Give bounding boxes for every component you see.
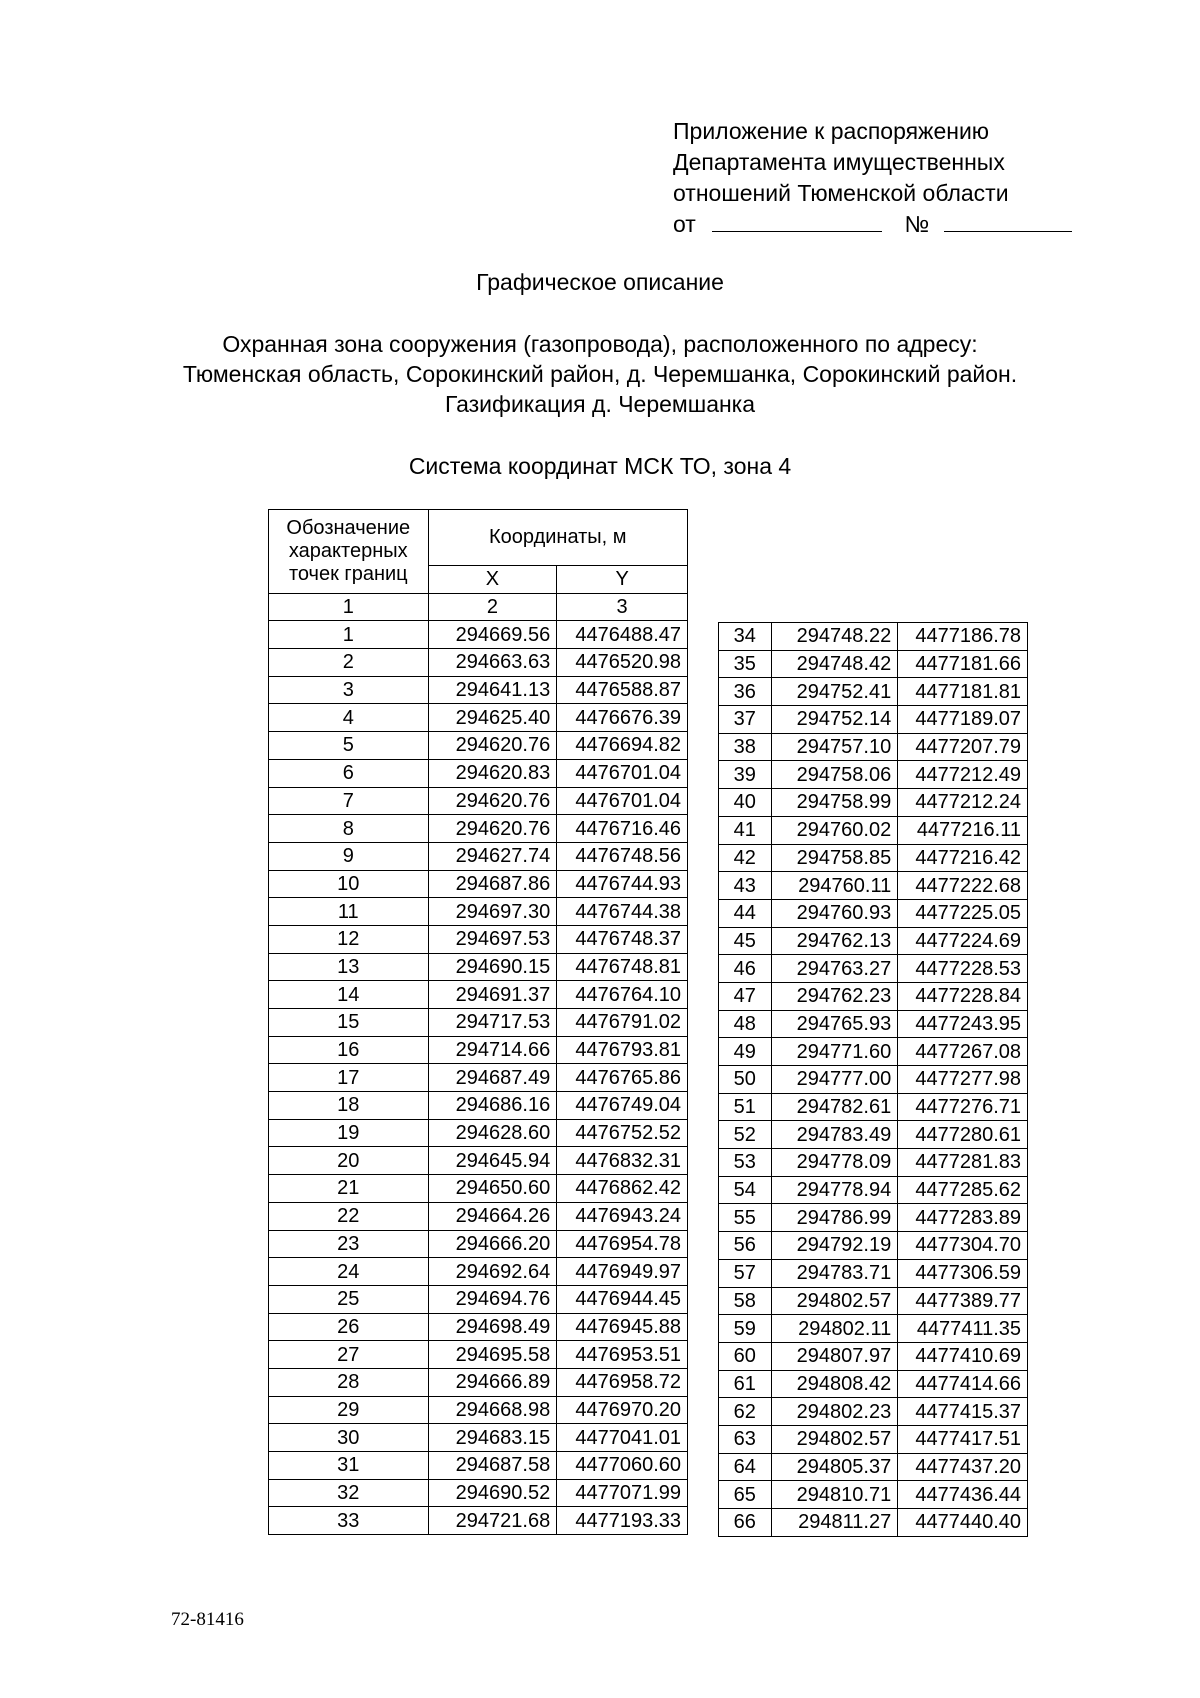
x-coordinate-cell: 294771.60 [771, 1038, 898, 1066]
point-number-cell: 16 [269, 1036, 429, 1064]
x-coordinate-cell: 294717.53 [428, 1009, 557, 1037]
table-row [269, 1452, 688, 1480]
point-number-cell: 23 [269, 1230, 429, 1258]
column-number: 1 [269, 593, 429, 621]
y-coordinate-cell: 4477411.35 [898, 1315, 1028, 1343]
x-coordinate-cell: 294786.99 [771, 1204, 898, 1232]
point-number-cell: 11 [269, 898, 429, 926]
point-number-cell: 50 [719, 1066, 772, 1094]
x-coordinate-cell: 294714.66 [428, 1036, 557, 1064]
header-y: Y [557, 566, 688, 594]
column-number-row [269, 593, 688, 621]
y-coordinate-cell: 4477277.98 [898, 1066, 1028, 1094]
table-row [269, 649, 688, 677]
header-row [269, 510, 688, 566]
y-coordinate-cell: 4476520.98 [557, 649, 688, 677]
point-number-cell: 38 [719, 733, 772, 761]
y-coordinate-cell: 4476752.52 [557, 1119, 688, 1147]
table-row [719, 1204, 1028, 1232]
point-number-cell: 37 [719, 706, 772, 734]
y-coordinate-cell: 4477216.11 [898, 816, 1028, 844]
x-coordinate-cell: 294694.76 [428, 1285, 557, 1313]
appendix-line-2: Департамента имущественных [673, 149, 1005, 175]
x-coordinate-cell: 294748.22 [771, 623, 898, 651]
table-row [719, 789, 1028, 817]
table-row [269, 676, 688, 704]
point-number-cell: 44 [719, 899, 772, 927]
table-row [269, 953, 688, 981]
point-number-cell: 10 [269, 870, 429, 898]
table-row [269, 1175, 688, 1203]
table-row [269, 1396, 688, 1424]
x-coordinate-cell: 294810.71 [771, 1481, 898, 1509]
x-coordinate-cell: 294625.40 [428, 704, 557, 732]
y-coordinate-cell: 4477224.69 [898, 927, 1028, 955]
x-coordinate-cell: 294691.37 [428, 981, 557, 1009]
y-coordinate-cell: 4477281.83 [898, 1149, 1028, 1177]
table-row [719, 1232, 1028, 1260]
point-number-cell: 48 [719, 1010, 772, 1038]
point-number-cell: 57 [719, 1259, 772, 1287]
point-number-cell: 15 [269, 1009, 429, 1037]
point-number-cell: 9 [269, 842, 429, 870]
table-row [719, 1481, 1028, 1509]
point-number-cell: 12 [269, 925, 429, 953]
table-row [269, 981, 688, 1009]
x-coordinate-cell: 294668.98 [428, 1396, 557, 1424]
x-coordinate-cell: 294620.83 [428, 759, 557, 787]
table-row [269, 1313, 688, 1341]
point-number-cell: 31 [269, 1452, 429, 1480]
y-coordinate-cell: 4477440.40 [898, 1509, 1028, 1537]
point-number-cell: 53 [719, 1149, 772, 1177]
y-coordinate-cell: 4476716.46 [557, 815, 688, 843]
y-coordinate-cell: 4476949.97 [557, 1258, 688, 1286]
x-coordinate-cell: 294762.13 [771, 927, 898, 955]
y-coordinate-cell: 4476676.39 [557, 704, 688, 732]
y-coordinate-cell: 4477267.08 [898, 1038, 1028, 1066]
y-coordinate-cell: 4476748.81 [557, 953, 688, 981]
table-row [269, 1368, 688, 1396]
date-prefix: от [673, 211, 696, 237]
x-coordinate-cell: 294760.93 [771, 899, 898, 927]
table-row [719, 1287, 1028, 1315]
table-row [719, 982, 1028, 1010]
coordinate-system-title: Система координат МСК ТО, зона 4 [408, 453, 792, 479]
table-row [269, 815, 688, 843]
point-number-cell: 61 [719, 1370, 772, 1398]
y-coordinate-cell: 4476832.31 [557, 1147, 688, 1175]
point-number-cell: 34 [719, 623, 772, 651]
x-coordinate-cell: 294645.94 [428, 1147, 557, 1175]
point-number-cell: 41 [719, 816, 772, 844]
table-row [269, 1341, 688, 1369]
y-coordinate-cell: 4477216.42 [898, 844, 1028, 872]
x-coordinate-cell: 294650.60 [428, 1175, 557, 1203]
y-coordinate-cell: 4476954.78 [557, 1230, 688, 1258]
number-blank [944, 211, 1072, 232]
y-coordinate-cell: 4477285.62 [898, 1176, 1028, 1204]
x-coordinate-cell: 294802.23 [771, 1398, 898, 1426]
table-row [719, 1149, 1028, 1177]
table-row [269, 842, 688, 870]
point-number-cell: 26 [269, 1313, 429, 1341]
table-row [269, 787, 688, 815]
table-row [719, 623, 1028, 651]
x-coordinate-cell: 294783.49 [771, 1121, 898, 1149]
point-number-cell: 56 [719, 1232, 772, 1260]
table-row [269, 1285, 688, 1313]
table-row [269, 1258, 688, 1286]
appendix-line-1: Приложение к распоряжению [673, 118, 990, 144]
point-number-cell: 22 [269, 1202, 429, 1230]
x-coordinate-cell: 294620.76 [428, 732, 557, 760]
column-number: 3 [557, 593, 688, 621]
point-number-cell: 47 [719, 982, 772, 1010]
x-coordinate-cell: 294807.97 [771, 1342, 898, 1370]
y-coordinate-cell: 4476944.45 [557, 1285, 688, 1313]
x-coordinate-cell: 294758.85 [771, 844, 898, 872]
x-coordinate-cell: 294760.11 [771, 872, 898, 900]
table-row [719, 1315, 1028, 1343]
subject-line-3: Газификация д. Черемшанка [444, 391, 756, 417]
point-number-cell: 55 [719, 1204, 772, 1232]
point-number-cell: 42 [719, 844, 772, 872]
point-number-cell: 46 [719, 955, 772, 983]
appendix-line-3: отношений Тюменской области [673, 180, 1009, 206]
x-coordinate-cell: 294641.13 [428, 676, 557, 704]
y-coordinate-cell: 4477280.61 [898, 1121, 1028, 1149]
x-coordinate-cell: 294669.56 [428, 621, 557, 649]
document-heading: Графическое описание [476, 269, 724, 295]
table-row [719, 1176, 1028, 1204]
y-coordinate-cell: 4476701.04 [557, 759, 688, 787]
point-number-cell: 30 [269, 1424, 429, 1452]
x-coordinate-cell: 294748.42 [771, 650, 898, 678]
x-coordinate-cell: 294778.94 [771, 1176, 898, 1204]
point-number-cell: 32 [269, 1479, 429, 1507]
date-blank [712, 211, 882, 232]
point-number-cell: 65 [719, 1481, 772, 1509]
y-coordinate-cell: 4477389.77 [898, 1287, 1028, 1315]
point-number-cell: 13 [269, 953, 429, 981]
y-coordinate-cell: 4477417.51 [898, 1425, 1028, 1453]
point-number-cell: 60 [719, 1342, 772, 1370]
header-coords: Координаты, м [428, 510, 687, 566]
y-coordinate-cell: 4477415.37 [898, 1398, 1028, 1426]
table-row [719, 955, 1028, 983]
point-number-cell: 54 [719, 1176, 772, 1204]
table-row [719, 1398, 1028, 1426]
point-number-cell: 4 [269, 704, 429, 732]
point-number-cell: 18 [269, 1092, 429, 1120]
x-coordinate-cell: 294697.30 [428, 898, 557, 926]
table-row [719, 1259, 1028, 1287]
point-number-cell: 36 [719, 678, 772, 706]
y-coordinate-cell: 4476748.37 [557, 925, 688, 953]
y-coordinate-cell: 4476701.04 [557, 787, 688, 815]
header-point: Обозначение характерных точек границ [269, 510, 429, 594]
point-number-cell: 6 [269, 759, 429, 787]
y-coordinate-cell: 4477414.66 [898, 1370, 1028, 1398]
point-number-cell: 33 [269, 1507, 429, 1535]
point-number-cell: 39 [719, 761, 772, 789]
point-number-cell: 27 [269, 1341, 429, 1369]
x-coordinate-cell: 294763.27 [771, 955, 898, 983]
table-row [719, 733, 1028, 761]
footer-code: 72-81416 [171, 1609, 244, 1630]
y-coordinate-cell: 4476765.86 [557, 1064, 688, 1092]
x-coordinate-cell: 294627.74 [428, 842, 557, 870]
x-coordinate-cell: 294802.57 [771, 1287, 898, 1315]
y-coordinate-cell: 4477228.53 [898, 955, 1028, 983]
table-row [269, 732, 688, 760]
point-number-cell: 40 [719, 789, 772, 817]
table-row [719, 899, 1028, 927]
point-number-cell: 21 [269, 1175, 429, 1203]
x-coordinate-cell: 294808.42 [771, 1370, 898, 1398]
table-row [269, 1230, 688, 1258]
point-number-cell: 14 [269, 981, 429, 1009]
x-coordinate-cell: 294783.71 [771, 1259, 898, 1287]
point-number-cell: 17 [269, 1064, 429, 1092]
y-coordinate-cell: 4477186.78 [898, 623, 1028, 651]
y-coordinate-cell: 4477306.59 [898, 1259, 1028, 1287]
x-coordinate-cell: 294695.58 [428, 1341, 557, 1369]
point-number-cell: 35 [719, 650, 772, 678]
table-row [269, 925, 688, 953]
y-coordinate-cell: 4477410.69 [898, 1342, 1028, 1370]
point-number-cell: 24 [269, 1258, 429, 1286]
table-row [269, 898, 688, 926]
y-coordinate-cell: 4476588.87 [557, 676, 688, 704]
y-coordinate-cell: 4477436.44 [898, 1481, 1028, 1509]
y-coordinate-cell: 4476862.42 [557, 1175, 688, 1203]
point-number-cell: 25 [269, 1285, 429, 1313]
x-coordinate-cell: 294663.63 [428, 649, 557, 677]
y-coordinate-cell: 4477212.24 [898, 789, 1028, 817]
point-number-cell: 49 [719, 1038, 772, 1066]
table-row [719, 1066, 1028, 1094]
table-row [719, 1453, 1028, 1481]
point-number-cell: 52 [719, 1121, 772, 1149]
x-coordinate-cell: 294666.89 [428, 1368, 557, 1396]
x-coordinate-cell: 294687.58 [428, 1452, 557, 1480]
x-coordinate-cell: 294811.27 [771, 1509, 898, 1537]
x-coordinate-cell: 294721.68 [428, 1507, 557, 1535]
table-row [269, 1479, 688, 1507]
point-number-cell: 5 [269, 732, 429, 760]
point-number-cell: 8 [269, 815, 429, 843]
table-row [719, 1010, 1028, 1038]
y-coordinate-cell: 4477071.99 [557, 1479, 688, 1507]
y-coordinate-cell: 4476764.10 [557, 981, 688, 1009]
x-coordinate-cell: 294697.53 [428, 925, 557, 953]
x-coordinate-cell: 294620.76 [428, 787, 557, 815]
point-number-cell: 28 [269, 1368, 429, 1396]
table-row [719, 706, 1028, 734]
x-coordinate-cell: 294792.19 [771, 1232, 898, 1260]
point-number-cell: 66 [719, 1509, 772, 1537]
point-number-cell: 51 [719, 1093, 772, 1121]
x-coordinate-cell: 294777.00 [771, 1066, 898, 1094]
table-row [719, 1509, 1028, 1537]
table-row [269, 704, 688, 732]
point-number-cell: 62 [719, 1398, 772, 1426]
table-row [719, 678, 1028, 706]
subject-line-1: Охранная зона сооружения (газопровода), расположенного по адресу: [222, 331, 978, 357]
table-row [719, 1093, 1028, 1121]
x-coordinate-cell: 294762.23 [771, 982, 898, 1010]
y-coordinate-cell: 4476748.56 [557, 842, 688, 870]
y-coordinate-cell: 4476749.04 [557, 1092, 688, 1120]
number-prefix: № [904, 211, 930, 237]
point-number-cell: 29 [269, 1396, 429, 1424]
table-row [719, 1370, 1028, 1398]
column-number: 2 [428, 593, 557, 621]
x-coordinate-cell: 294758.06 [771, 761, 898, 789]
table-row [719, 1121, 1028, 1149]
y-coordinate-cell: 4476793.81 [557, 1036, 688, 1064]
x-coordinate-cell: 294690.15 [428, 953, 557, 981]
x-coordinate-cell: 294752.41 [771, 678, 898, 706]
x-coordinate-cell: 294687.49 [428, 1064, 557, 1092]
x-coordinate-cell: 294758.99 [771, 789, 898, 817]
y-coordinate-cell: 4476744.93 [557, 870, 688, 898]
table-row [269, 1424, 688, 1452]
point-number-cell: 43 [719, 872, 772, 900]
y-coordinate-cell: 4477181.66 [898, 650, 1028, 678]
table-row [269, 1202, 688, 1230]
y-coordinate-cell: 4477189.07 [898, 706, 1028, 734]
appendix-block [673, 116, 1072, 240]
subject-line-2: Тюменская область, Сорокинский район, д. Черемшанка, Сорокинский район. [182, 361, 1018, 387]
x-coordinate-cell: 294802.11 [771, 1315, 898, 1343]
y-coordinate-cell: 4476943.24 [557, 1202, 688, 1230]
x-coordinate-cell: 294686.16 [428, 1092, 557, 1120]
x-coordinate-cell: 294782.61 [771, 1093, 898, 1121]
table-row [719, 1038, 1028, 1066]
point-number-cell: 1 [269, 621, 429, 649]
x-coordinate-cell: 294765.93 [771, 1010, 898, 1038]
point-number-cell: 64 [719, 1453, 772, 1481]
x-coordinate-cell: 294760.02 [771, 816, 898, 844]
point-number-cell: 2 [269, 649, 429, 677]
y-coordinate-cell: 4476488.47 [557, 621, 688, 649]
y-coordinate-cell: 4477304.70 [898, 1232, 1028, 1260]
table-row [269, 1507, 688, 1535]
y-coordinate-cell: 4477228.84 [898, 982, 1028, 1010]
y-coordinate-cell: 4477283.89 [898, 1204, 1028, 1232]
table-row [719, 816, 1028, 844]
table-row [719, 844, 1028, 872]
y-coordinate-cell: 4476945.88 [557, 1313, 688, 1341]
table-row [719, 927, 1028, 955]
x-coordinate-cell: 294692.64 [428, 1258, 557, 1286]
point-number-cell: 7 [269, 787, 429, 815]
table-row [719, 650, 1028, 678]
y-coordinate-cell: 4477437.20 [898, 1453, 1028, 1481]
point-number-cell: 3 [269, 676, 429, 704]
y-coordinate-cell: 4477212.49 [898, 761, 1028, 789]
y-coordinate-cell: 4476694.82 [557, 732, 688, 760]
table-row [269, 1147, 688, 1175]
point-number-cell: 19 [269, 1119, 429, 1147]
table-row [269, 621, 688, 649]
point-number-cell: 45 [719, 927, 772, 955]
table-row [269, 1036, 688, 1064]
table-row [719, 761, 1028, 789]
x-coordinate-cell: 294690.52 [428, 1479, 557, 1507]
table-row [719, 1425, 1028, 1453]
y-coordinate-cell: 4477243.95 [898, 1010, 1028, 1038]
x-coordinate-cell: 294664.26 [428, 1202, 557, 1230]
y-coordinate-cell: 4476744.38 [557, 898, 688, 926]
x-coordinate-cell: 294698.49 [428, 1313, 557, 1341]
table-row [269, 1064, 688, 1092]
x-coordinate-cell: 294757.10 [771, 733, 898, 761]
y-coordinate-cell: 4477207.79 [898, 733, 1028, 761]
y-coordinate-cell: 4477276.71 [898, 1093, 1028, 1121]
x-coordinate-cell: 294666.20 [428, 1230, 557, 1258]
point-number-cell: 63 [719, 1425, 772, 1453]
y-coordinate-cell: 4476958.72 [557, 1368, 688, 1396]
y-coordinate-cell: 4476953.51 [557, 1341, 688, 1369]
table-row [269, 870, 688, 898]
x-coordinate-cell: 294752.14 [771, 706, 898, 734]
y-coordinate-cell: 4477225.05 [898, 899, 1028, 927]
coordinates-table-right [718, 622, 1028, 1537]
point-number-cell: 59 [719, 1315, 772, 1343]
table-row [269, 1119, 688, 1147]
point-number-cell: 58 [719, 1287, 772, 1315]
table-row [719, 1342, 1028, 1370]
y-coordinate-cell: 4477060.60 [557, 1452, 688, 1480]
table-row [269, 759, 688, 787]
x-coordinate-cell: 294628.60 [428, 1119, 557, 1147]
y-coordinate-cell: 4476970.20 [557, 1396, 688, 1424]
y-coordinate-cell: 4477193.33 [557, 1507, 688, 1535]
x-coordinate-cell: 294620.76 [428, 815, 557, 843]
x-coordinate-cell: 294802.57 [771, 1425, 898, 1453]
y-coordinate-cell: 4477041.01 [557, 1424, 688, 1452]
coordinates-table-left [268, 509, 688, 1535]
appendix-date-line [673, 209, 1072, 240]
y-coordinate-cell: 4477222.68 [898, 872, 1028, 900]
y-coordinate-cell: 4477181.81 [898, 678, 1028, 706]
x-coordinate-cell: 294687.86 [428, 870, 557, 898]
y-coordinate-cell: 4476791.02 [557, 1009, 688, 1037]
x-coordinate-cell: 294778.09 [771, 1149, 898, 1177]
table-row [719, 872, 1028, 900]
table-row [269, 1009, 688, 1037]
table-row [269, 1092, 688, 1120]
x-coordinate-cell: 294683.15 [428, 1424, 557, 1452]
header-x: X [428, 566, 557, 594]
x-coordinate-cell: 294805.37 [771, 1453, 898, 1481]
point-number-cell: 20 [269, 1147, 429, 1175]
